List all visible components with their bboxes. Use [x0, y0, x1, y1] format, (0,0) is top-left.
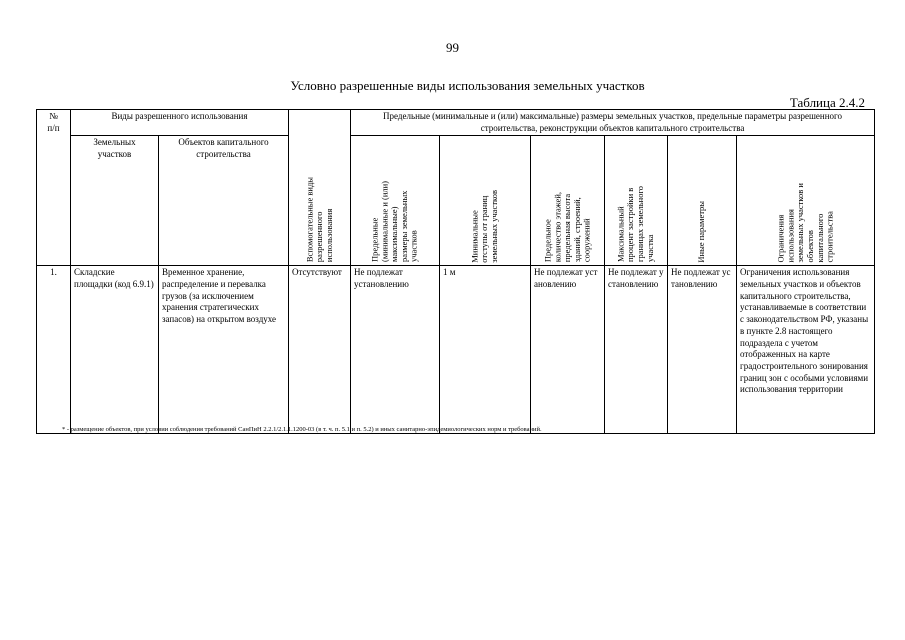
table-row: [37, 266, 875, 434]
header-setbacks-text: Минимальные отступы от границ земельных участков: [469, 189, 499, 263]
document-title: Условно разрешенные виды использования земельных участков: [290, 78, 645, 93]
cell-plot-size: Не подлежат установлению: [351, 266, 440, 434]
header-other-text: Иные параметры: [696, 200, 707, 263]
header-limits: Предельные (минимальные и (или) максимальные) размеры земельных участков, предельные параметры разрешенного строительства, реконструкции объектов капитального строительства: [351, 110, 875, 136]
cell-auxiliary: Отсутствуют: [289, 266, 351, 434]
header-restrictions-text: Ограничения использования земельных участков и объектов капитального строительства: [775, 182, 835, 263]
land-use-table: [36, 109, 875, 434]
cell-coverage: Не подлежат установлению: [605, 266, 668, 434]
header-auxiliary: [289, 110, 351, 266]
cell-capital-object: Временное хранение, распределение и перевалка грузов (за исключением хранения стратегических запасов) на открытом воздухе: [159, 266, 289, 434]
table-label: Таблица 2.4.2: [789, 95, 865, 110]
page-number: 99: [446, 40, 459, 55]
header-row-2: [37, 136, 875, 266]
cell-other: Не подлежат установлению: [668, 266, 737, 434]
header-land-plots: Земельных участков: [71, 136, 159, 266]
header-num: № п/п: [37, 110, 71, 266]
cell-setbacks: 1 м: [440, 266, 531, 434]
cell-floors: Не подлежат установлению: [531, 266, 605, 434]
header-coverage-text: Максимальный процент застройки в границах земельного участка: [615, 186, 655, 263]
header-coverage: [605, 136, 668, 266]
cell-restrictions: Ограничения использования земельных участков и объектов капитального строительства, устанавливаемые в соответствии с законодательством РФ, указаны в пункте 2.8 настоящего подраздела с учетом отображенных на карте градостроительного зонирования границ зон с особыми условиями использования территории: [737, 266, 875, 434]
cell-land-plot: Складские площадки (код 6.9.1): [71, 266, 159, 434]
header-floors: [531, 136, 605, 266]
header-use-types: Виды разрешенного использования: [71, 110, 289, 136]
header-row-1: [37, 110, 875, 136]
header-restrictions: [737, 136, 875, 266]
header-plot-size: [351, 136, 440, 266]
header-plot-size-text: Предельные (минимальные и (или) максимальные) размеры земельных участков: [369, 181, 419, 263]
cell-num: 1.: [37, 266, 71, 434]
header-auxiliary-text: Вспомогательные виды разрешенного использования: [303, 177, 334, 263]
header-other: [668, 136, 737, 266]
header-setbacks: [440, 136, 531, 266]
footnote: * - размещение объектов, при условии соблюдения требований СанПиН 2.2.1/2.1.1.1200-03 (в т. ч. п. 5.1 и п. 5.2) и иных санитарно-эпидемиологических норм и требований.: [62, 426, 542, 433]
header-capital-objects: Объектов капитального строительства: [159, 136, 289, 266]
header-floors-text: Предельное количество этажей, предельная высота зданий, строений, сооружений: [542, 192, 592, 263]
